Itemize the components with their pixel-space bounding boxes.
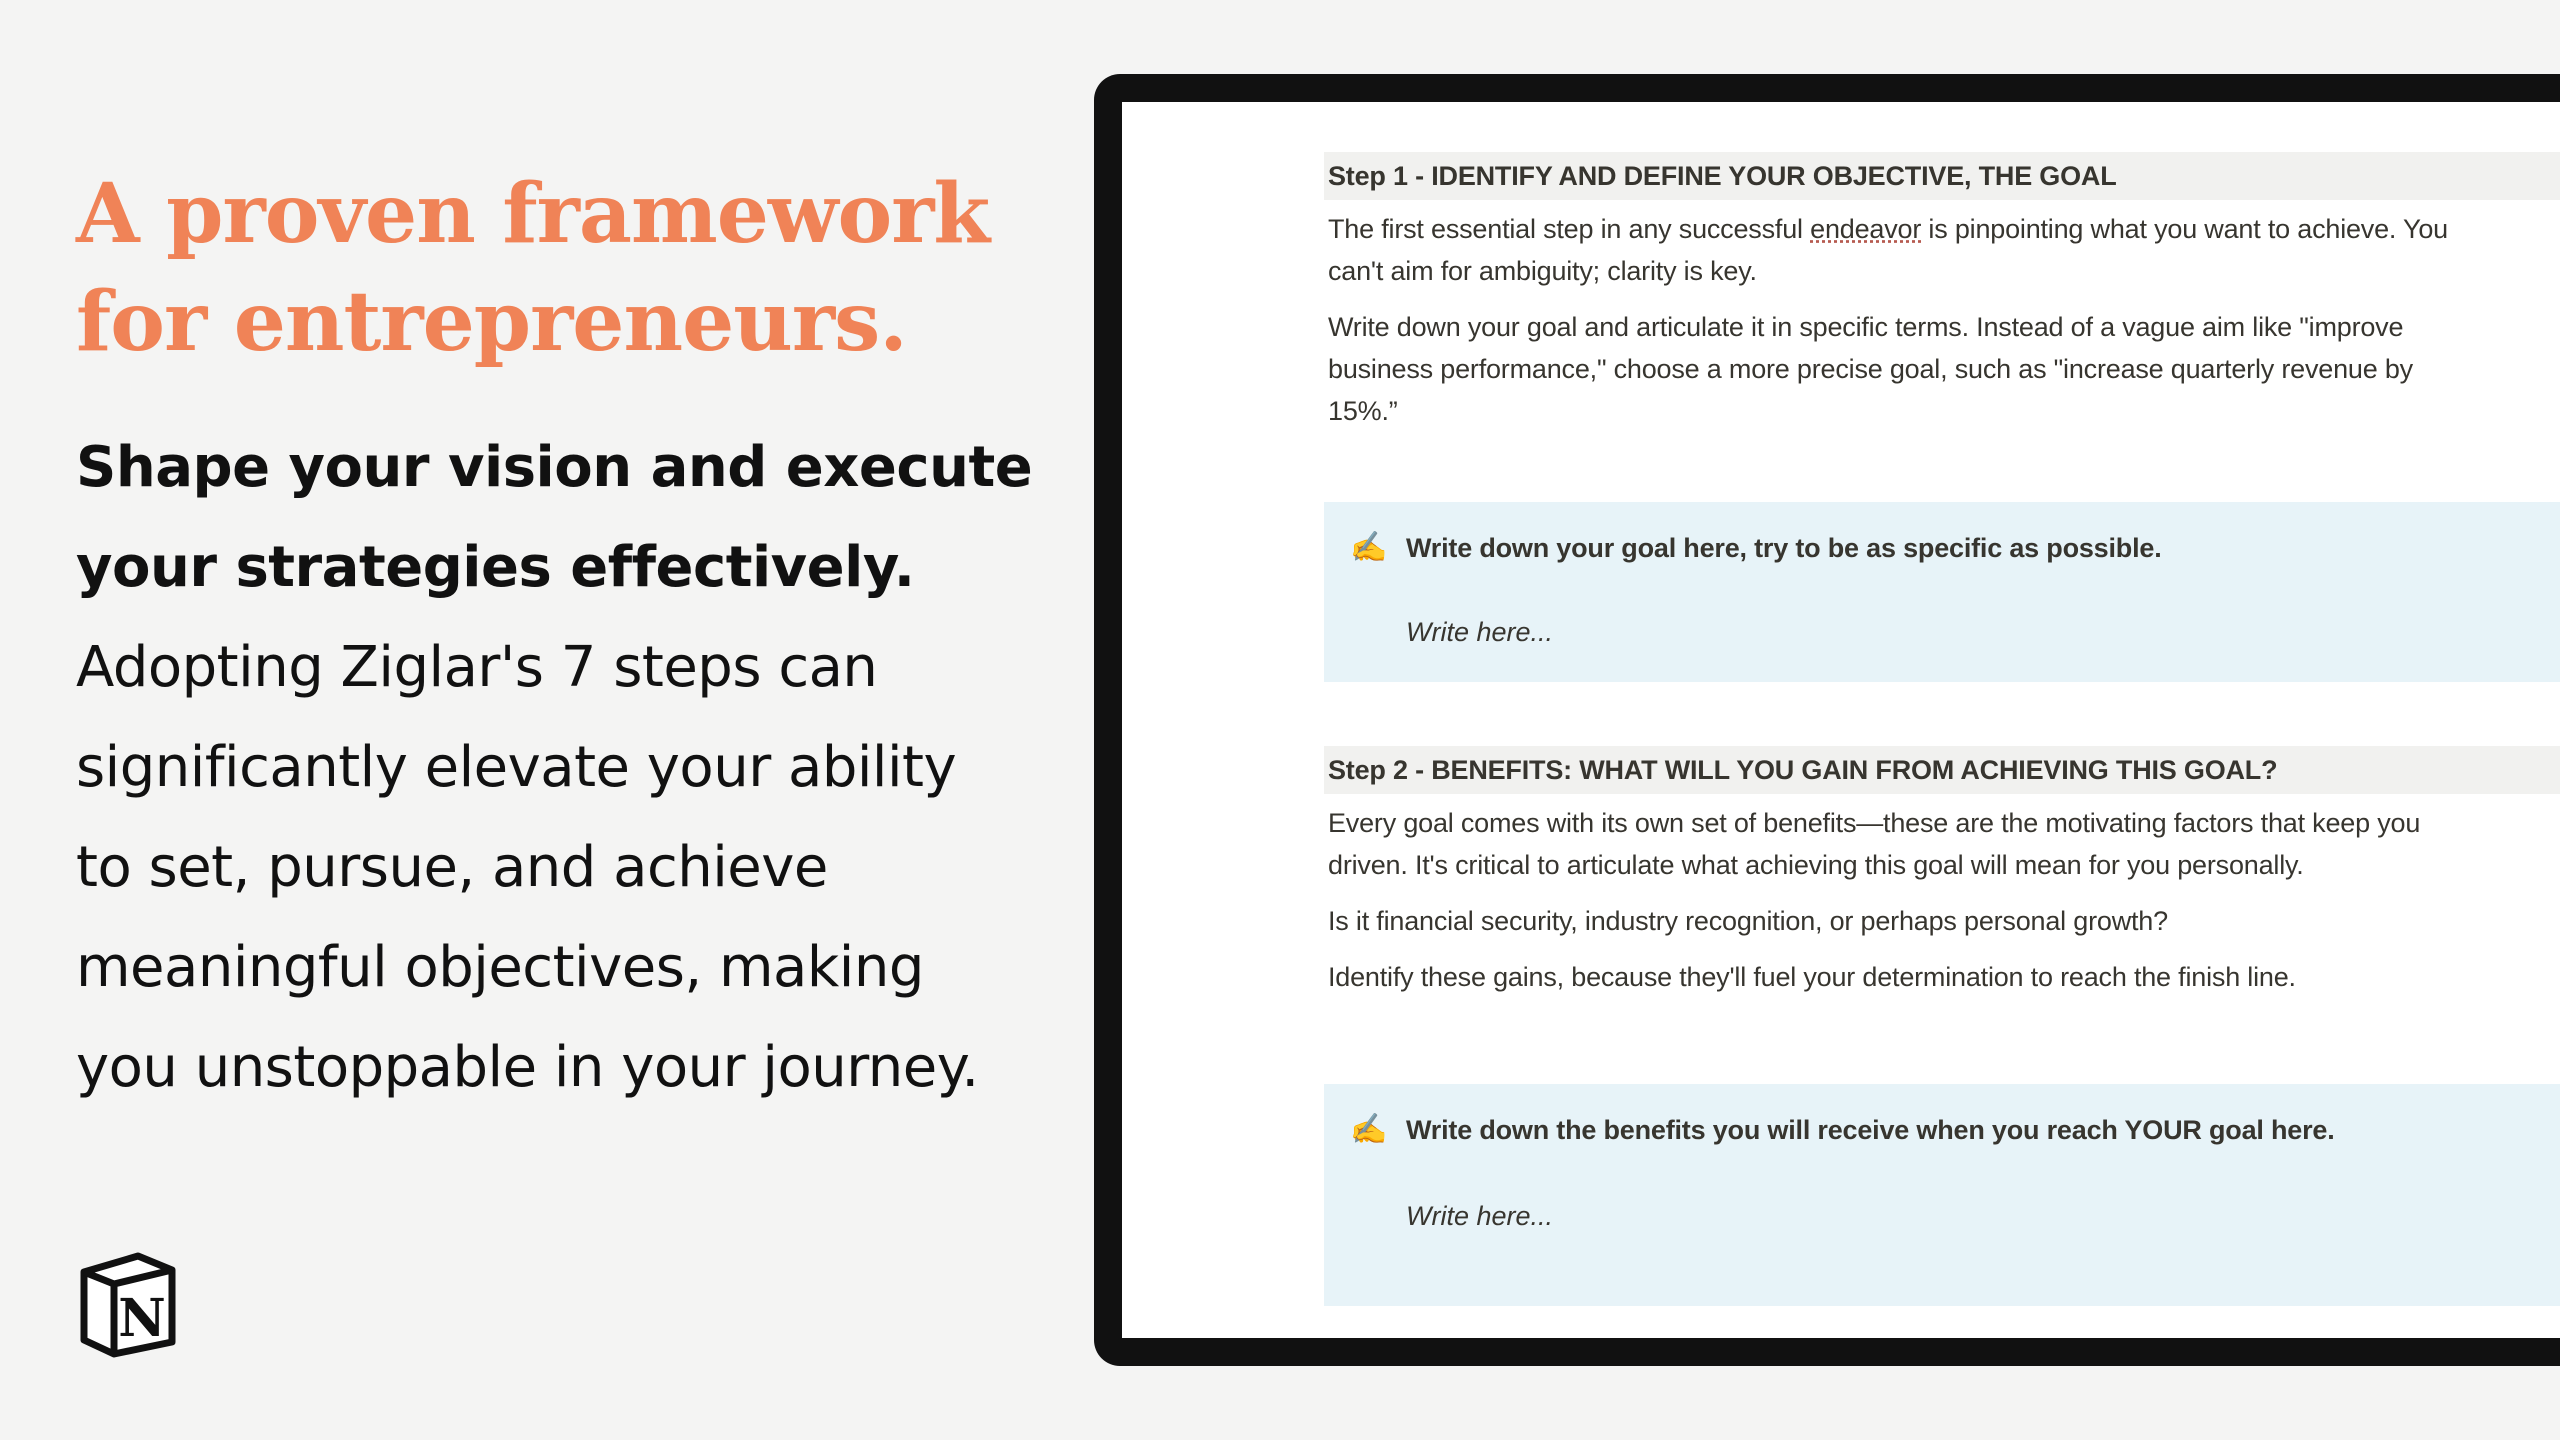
step2-p1-line-2: driven. It's critical to articulate what achieving this goal will mean for you personally. — [1328, 850, 2304, 880]
marketing-panel — [76, 160, 1036, 1118]
body-line-4: significantly elevate your ability — [76, 735, 957, 800]
headline-line-2: for entrepreneurs. — [76, 274, 907, 370]
writing-hand-icon: ✍️ — [1350, 531, 1388, 564]
device-frame — [1094, 74, 2560, 1366]
body-line-6: meaningful objectives, making — [76, 935, 924, 1000]
step1-callout[interactable] — [1324, 502, 2560, 682]
step1-callout-input[interactable]: Write here... — [1406, 617, 1554, 647]
step1-heading[interactable]: Step 1 - IDENTIFY AND DEFINE YOUR OBJECTIVE, THE GOAL — [1324, 152, 2560, 200]
headline-line-1: A proven framework — [76, 166, 990, 262]
step2-p2-line: Is it financial security, industry recognition, or perhaps personal growth? — [1328, 906, 2168, 936]
document-screen[interactable] — [1122, 102, 2560, 1338]
step2-callout-input[interactable]: Write here... — [1406, 1201, 1554, 1231]
step2-p1-line-1: Every goal comes with its own set of benefits—these are the motivating factors that keep you — [1328, 808, 2421, 838]
step1-paragraph-1[interactable] — [1324, 208, 2558, 292]
step2-callout-title: Write down the benefits you will receive when you reach YOUR goal here. — [1406, 1115, 2335, 1145]
step1-callout-title: Write down your goal here, try to be as specific as possible. — [1406, 533, 2162, 563]
step1-p1-line-1: The first essential step in any successful endeavor is pinpointing what you want to achieve. You — [1328, 214, 2448, 244]
step2-heading[interactable]: Step 2 - BENEFITS: WHAT WILL YOU GAIN FROM ACHIEVING THIS GOAL? — [1324, 746, 2560, 794]
body-line-2: your strategies effectively. — [76, 535, 915, 600]
step1-p1-line-2: can't aim for ambiguity; clarity is key. — [1328, 256, 1757, 286]
body-line-3: Adopting Ziglar's 7 steps can — [76, 635, 878, 700]
step2-paragraph-2[interactable] — [1324, 900, 2558, 942]
step1-paragraph-2[interactable] — [1324, 306, 2558, 432]
step2-paragraph-1[interactable] — [1324, 802, 2558, 886]
body-line-1: Shape your vision and execute — [76, 435, 1033, 500]
spellcheck-word: endeavor — [1810, 214, 1922, 244]
body-line-7: you unstoppable in your journey. — [76, 1035, 979, 1100]
step1-p2-line-2: business performance," choose a more precise goal, such as "increase quarterly revenue by — [1328, 354, 2413, 384]
writing-hand-icon: ✍️ — [1350, 1113, 1388, 1146]
notion-document — [1324, 152, 2560, 1306]
body-copy — [76, 418, 1036, 1118]
step2-callout[interactable] — [1324, 1084, 2560, 1306]
body-line-5: to set, pursue, and achieve — [76, 835, 828, 900]
step2-paragraph-3[interactable] — [1324, 956, 2558, 998]
step1-p2-line-3: 15%.” — [1328, 396, 1398, 426]
step2-p3-line: Identify these gains, because they'll fuel your determination to reach the finish line. — [1328, 962, 2296, 992]
headline — [76, 160, 1036, 376]
notion-logo-icon — [74, 1250, 182, 1358]
step1-p2-line-1: Write down your goal and articulate it in specific terms. Instead of a vague aim like "improve — [1328, 312, 2404, 342]
svg-text:N: N — [118, 1288, 166, 1349]
